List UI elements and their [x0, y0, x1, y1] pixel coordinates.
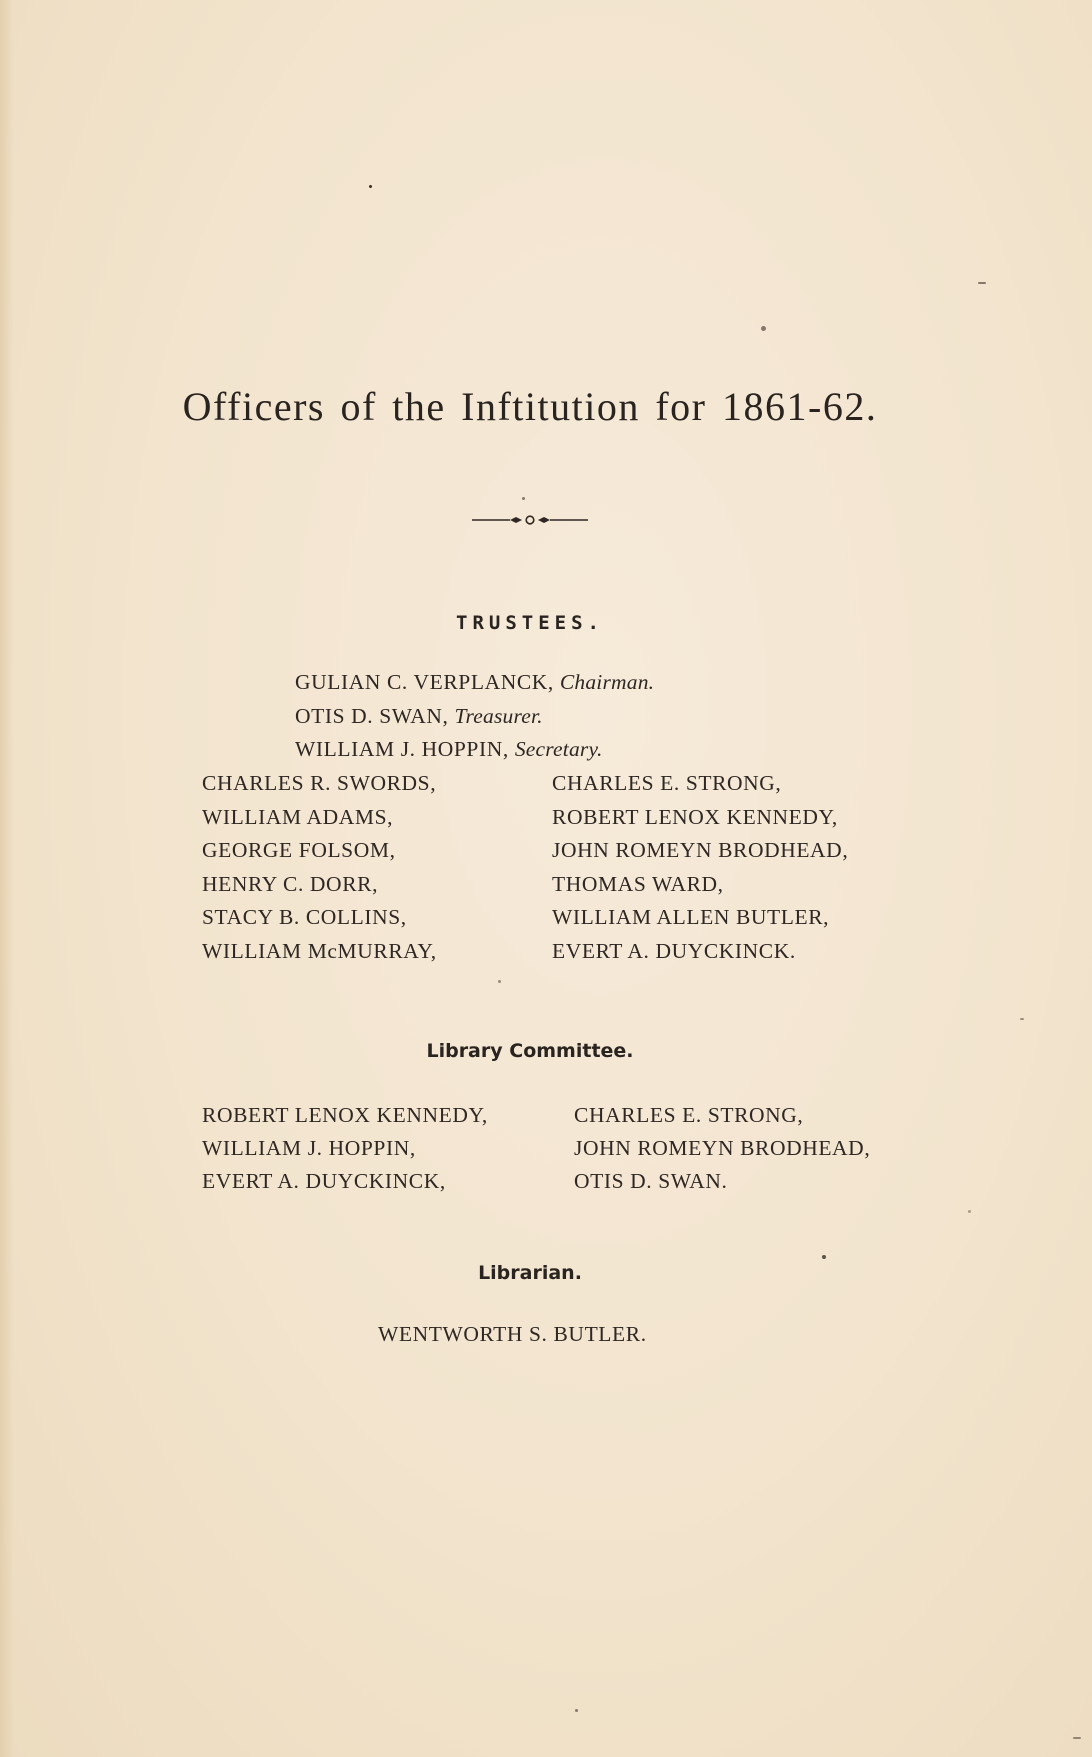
page-title: Officers of the Inftitution for 1861-62.: [182, 384, 878, 429]
library-committee-heading: Library Committee.: [426, 1040, 634, 1062]
committee-member: CHARLES E. STRONG,: [574, 1103, 804, 1127]
trustee-name: JOHN ROMEYN BRODHEAD,: [552, 838, 849, 862]
paper-speck: [369, 185, 372, 188]
trustee-name: HENRY C. DORR,: [202, 872, 379, 896]
trustee-name: GEORGE FOLSOM,: [202, 838, 396, 862]
committee-member: JOHN ROMEYN BRODHEAD,: [574, 1136, 871, 1160]
trustee-name: CHARLES R. SWORDS,: [202, 771, 437, 795]
officer-chairman: [295, 670, 654, 695]
officer-treasurer: [295, 704, 543, 729]
trustees-heading: TRUSTEES.: [456, 612, 604, 634]
trustee-name: WILLIAM ADAMS,: [202, 805, 394, 829]
paper-speck: [968, 1210, 971, 1213]
paper-speck: [498, 980, 501, 983]
trustee-name: EVERT A. DUYCKINCK.: [552, 939, 796, 963]
committee-member: WILLIAM J. HOPPIN,: [202, 1136, 416, 1160]
trustee-name: WILLIAM ALLEN BUTLER,: [552, 905, 830, 929]
ornament-divider-icon: [472, 514, 588, 526]
librarian-heading: Librarian.: [478, 1262, 582, 1284]
paper-speck: [522, 497, 525, 500]
paper-speck: [978, 282, 986, 284]
trustee-name: CHARLES E. STRONG,: [552, 771, 782, 795]
committee-member: EVERT A. DUYCKINCK,: [202, 1169, 446, 1193]
officer-name: GULIAN C. VERPLANCK,: [295, 670, 554, 694]
paper-speck: [822, 1255, 826, 1259]
trustee-name: ROBERT LENOX KENNEDY,: [552, 805, 838, 829]
officer-role: Chairman.: [559, 670, 655, 694]
officer-name: WILLIAM J. HOPPIN,: [295, 737, 509, 761]
trustee-name: THOMAS WARD,: [552, 872, 724, 896]
paper-speck: [761, 326, 766, 331]
committee-member: OTIS D. SWAN.: [574, 1169, 728, 1193]
trustee-name: WILLIAM McMURRAY,: [202, 939, 437, 963]
officer-name: OTIS D. SWAN,: [295, 704, 449, 728]
librarian-name: WENTWORTH S. BUTLER.: [378, 1322, 647, 1346]
trustee-name: STACY B. COLLINS,: [202, 905, 407, 929]
paper-speck: [575, 1709, 578, 1712]
paper-speck: [1020, 1018, 1024, 1020]
page-edge-shadow: [0, 0, 14, 1757]
officer-secretary: [295, 737, 603, 762]
paper-speck: [1073, 1737, 1081, 1739]
officer-role: Secretary.: [514, 737, 603, 761]
officer-role: Treasurer.: [454, 704, 543, 728]
committee-member: ROBERT LENOX KENNEDY,: [202, 1103, 488, 1127]
